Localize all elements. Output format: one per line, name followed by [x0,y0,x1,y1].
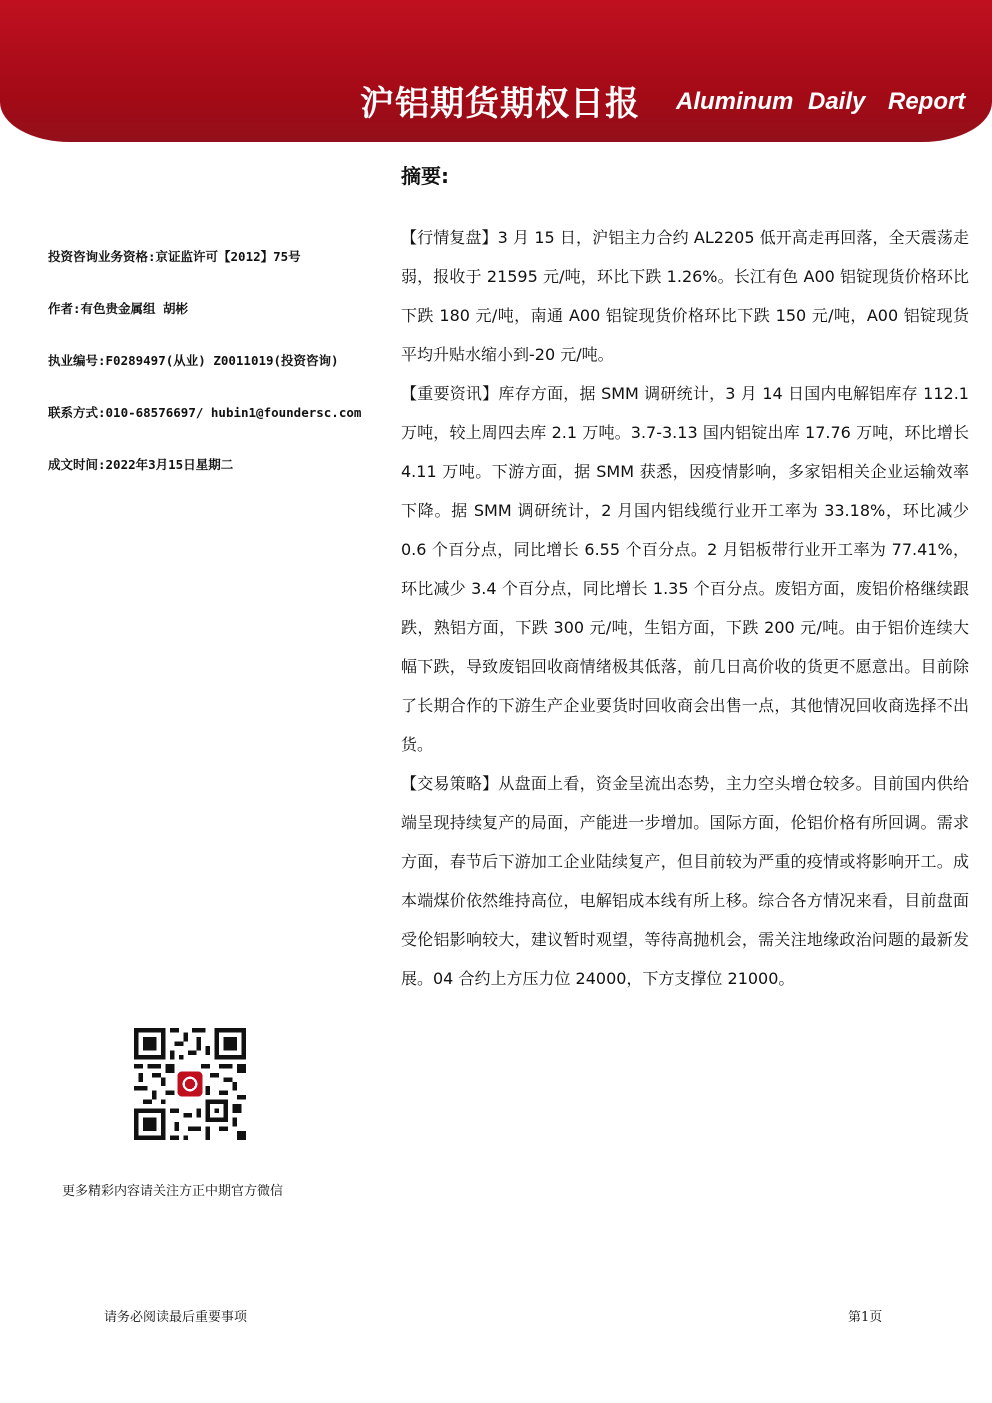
meta-author [48,299,188,317]
report-header-banner [0,0,992,142]
footer-disclaimer-note: 请务必阅读最后重要事项 [104,1310,248,1325]
section-tag: 【重要资讯】 [401,384,499,403]
meta-label: 执业编号: [48,353,106,368]
report-title-en-daily: Daily [808,88,866,115]
report-title-en-report: Report [888,88,966,115]
meta-value: 京证监许可【2012】75号 [155,249,301,264]
meta-label: 联系方式: [48,405,106,420]
report-title-cn: 沪铝期货期权日报 [360,84,640,124]
wechat-qr-code [134,1028,246,1140]
meta-value: 2022年3月15日星期二 [105,457,234,472]
section-key-news [401,374,969,764]
report-body [401,218,969,998]
section-text: 从盘面上看，资金呈流出态势，主力空头增仓较多。目前国内供给端呈现持续复产的局面，产能进一步增加。国际方面，伦铝价格有所回调。需求方面，春节后下游加工企业陆续复产，但目前较为严重的疫情或将影响开工。成本端煤价依然维持高位，电解铝成本线有所上移。综合各方情况来看，目前盘面受伦铝影响较大，建议暂时观望，等待高抛机会，需关注地缘政治问题的最新发展。04 合约上方压力位 24000，下方支撑位 21000。 [401,774,969,988]
section-tag: 【交易策略】 [401,774,499,793]
meta-value: 有色贵金属组 胡彬 [80,301,189,316]
meta-label: 投资咨询业务资格: [48,249,156,264]
footer-page-number: 第1页 [848,1310,883,1325]
meta-label: 成文时间: [48,457,106,472]
section-text: 库存方面，据 SMM 调研统计，3 月 14 日国内电解铝库存 112.1 万吨，较上周四去库 2.1 万吨。3.7-3.13 国内铝锭出库 17.76 万吨，环比增长 4.11 万吨。下游方面，据 SMM 获悉，因疫情影响，多家铝相关企业运输效率下降。据 SMM 调研统计，2 月国内铝线缆行业开工率为 33.18%，环比减少 0.6 个百分点，同比增长 6.55 个百分点。2 月铝板带行业开工率为 77.41%，环比减少 3.4 个百分点，同比增长 1.35 个百分点。废铝方面，废铝价格继续跟跌，熟铝方面，下跌 300 元/吨，生铝方面，下跌 200 元/吨。由于铝价连续大幅下跌，导致废铝回收商情绪极其低落，前几日高价收的货更不愿意出。目前除了长期合作的下游生产企业要货时回收商会出售一点，其他情况回收商选择不出货。 [401,384,969,754]
meta-value: F0289497(从业) Z0011019(投资咨询) [105,353,339,368]
summary-heading: 摘要: [401,164,449,188]
section-tag: 【行情复盘】 [401,228,498,247]
meta-qualification [48,247,301,265]
meta-contact [48,403,361,421]
report-title-en-aluminum: Aluminum [676,88,794,115]
meta-label: 作者: [48,301,81,316]
meta-date [48,455,233,473]
meta-license-number [48,351,339,369]
section-market-review [401,218,969,374]
qr-caption: 更多精彩内容请关注方正中期官方微信 [62,1184,284,1199]
section-text: 3 月 15 日，沪铝主力合约 AL2205 低开高走再回落，全天震荡走弱，报收于 21595 元/吨，环比下跌 1.26%。长江有色 A00 铝锭现货价格环比下跌 180 元/吨，南通 A00 铝锭现货价格环比下跌 150 元/吨，A00 铝锭现货平均升贴水缩小到-20 元/吨。 [401,228,969,364]
section-trading-strategy [401,764,969,998]
meta-value: 010-68576697/ hubin1@foundersc.com [105,405,362,420]
